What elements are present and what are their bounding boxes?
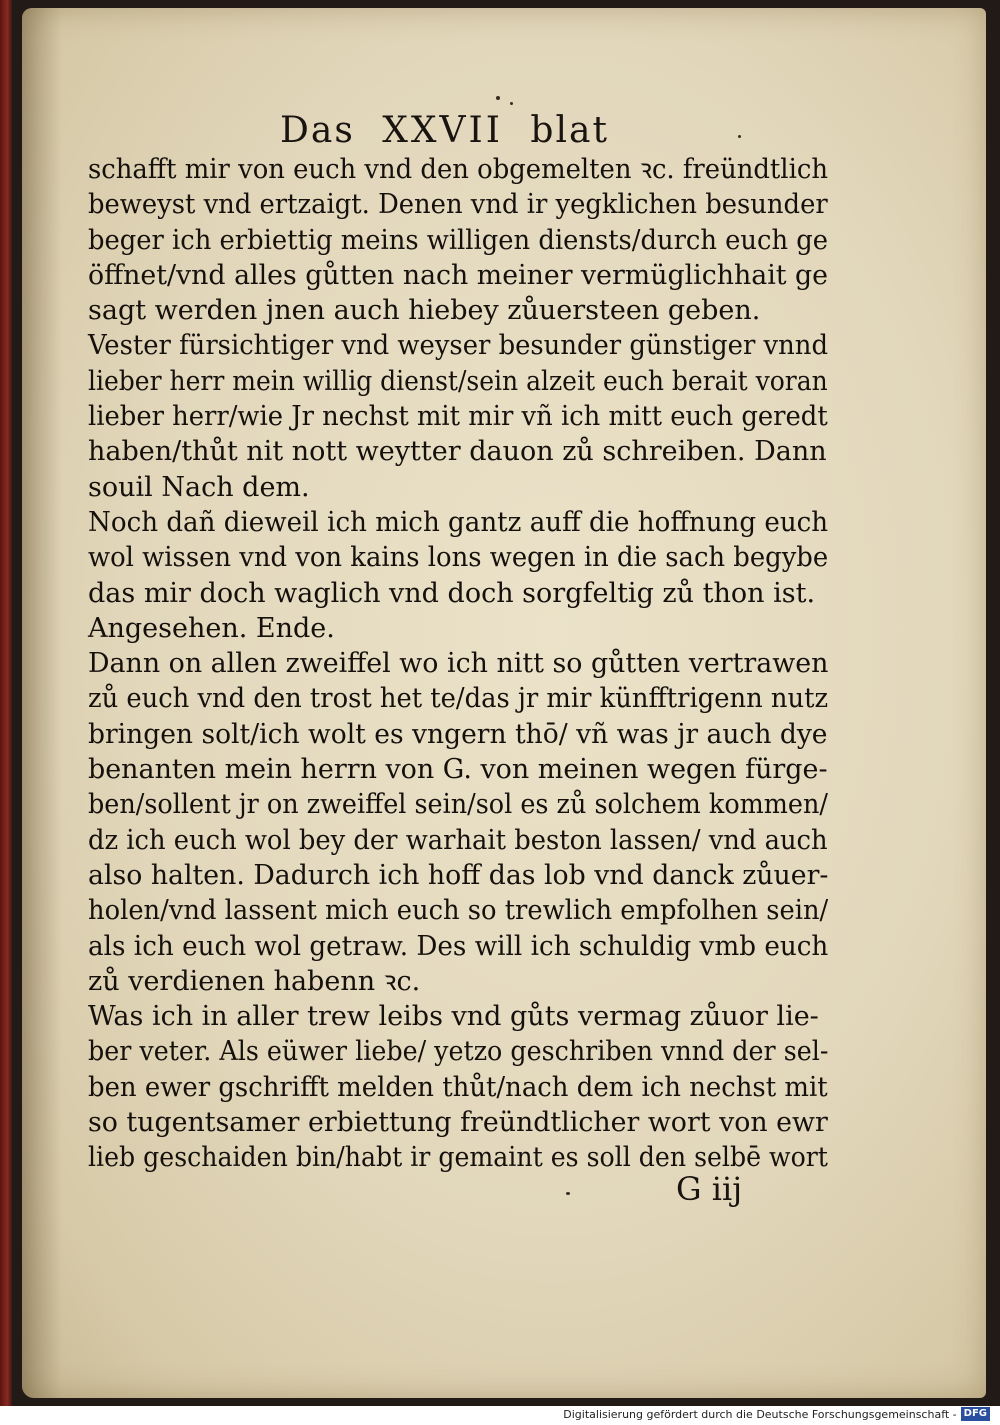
- text-line: benanten mein herrn von G. von meinen wegen fürge-: [88, 754, 828, 786]
- text-line: also halten. Dadurch ich hoff das lob vnd danck zůuer-: [88, 859, 829, 891]
- text-line: beweyst vnd ertzaigt. Denen vnd ir yegklichen besunder: [88, 189, 828, 221]
- dfg-logo: DFG: [961, 1407, 990, 1421]
- text-line: ben ewer gschrifft melden thůt/nach dem ich nechst mit: [88, 1071, 828, 1103]
- spine-shadow: [22, 8, 62, 1398]
- text-line: ben/sollent jr on zweiffel sein/sol es zů solchem kommen/: [88, 789, 828, 821]
- text-line: dz ich euch wol bey der warhait beston lassen/ vnd auch: [88, 824, 828, 856]
- text-line: sagt werden jnen auch hiebey zůuersteen geben.: [88, 295, 761, 327]
- running-header: [280, 110, 700, 151]
- ink-speck: [510, 102, 513, 105]
- text-line: Noch dañ dieweil ich mich gantz auff die hoffnung euch: [88, 506, 829, 538]
- text-line: Was ich in aller trew leibs vnd gůts vermag zůuor lie-: [88, 1001, 819, 1033]
- text-line: so tugentsamer erbiettung freündtlicher wort von ewr: [88, 1107, 828, 1139]
- book-edge: [0, 0, 12, 1406]
- body-text: [88, 152, 828, 1176]
- header-prefix: Das: [280, 110, 355, 151]
- text-line: öffnet/vnd alles gůtten nach meiner vermüglichhait ge: [88, 259, 829, 291]
- text-line: Vester fürsichtiger vnd weyser besunder günstiger vnnd: [88, 330, 828, 362]
- folio-numeral: XXVII: [382, 110, 503, 151]
- text-line: ber veter. Als eüwer liebe/ yetzo geschriben vnnd der sel-: [88, 1036, 829, 1068]
- signature-mark: G iij: [676, 1170, 743, 1208]
- text-line: lieb geschaiden bin/habt ir gemaint es soll den selbē wort: [88, 1142, 828, 1174]
- text-line: lieber herr mein willig dienst/sein alzeit euch berait voran: [88, 365, 828, 397]
- text-line: holen/vnd lassent mich euch so trewlich empfolhen sein/: [88, 895, 829, 927]
- text-line: wol wissen vnd von kains lons wegen in die sach begybe: [88, 542, 829, 574]
- text-line: lieber herr/wie Jr nechst mit mir vñ ich mitt euch geredt: [88, 401, 828, 433]
- credit-text: Digitalisierung gefördert durch die Deutsche Forschungsgemeinschaft -: [563, 1407, 957, 1421]
- text-line: schafft mir von euch vnd den obgemelten ꝛc. freündtlich: [88, 154, 828, 185]
- ink-speck: [738, 135, 741, 138]
- text-line: als ich euch wol getraw. Des will ich schuldig vmb euch: [88, 930, 829, 962]
- text-line: zů verdienen habenn ꝛc.: [88, 965, 421, 997]
- text-line: beger ich erbiettig meins willigen diensts/durch euch ge: [88, 224, 828, 256]
- text-line: souil Nach dem.: [88, 471, 310, 503]
- text-line: Angesehen. Ende.: [88, 612, 335, 644]
- text-line: haben/thůt nit nott weytter dauon zů schreiben. Dann: [88, 436, 827, 468]
- text-line: bringen solt/ich wolt es vngern thō/ vñ was jr auch dye: [88, 718, 828, 750]
- ink-speck: [566, 1192, 570, 1195]
- digitization-credit: [563, 1407, 990, 1421]
- text-line: zů euch vnd den trost het te/das jr mir künfftrigenn nutz: [88, 683, 829, 715]
- header-word: blat: [530, 110, 609, 151]
- text-line: Dann on allen zweiffel wo ich nitt so gůtten vertrawen: [88, 648, 829, 680]
- ink-speck: [496, 96, 500, 100]
- text-line: das mir doch waglich vnd doch sorgfeltig zů thon ist.: [88, 577, 816, 609]
